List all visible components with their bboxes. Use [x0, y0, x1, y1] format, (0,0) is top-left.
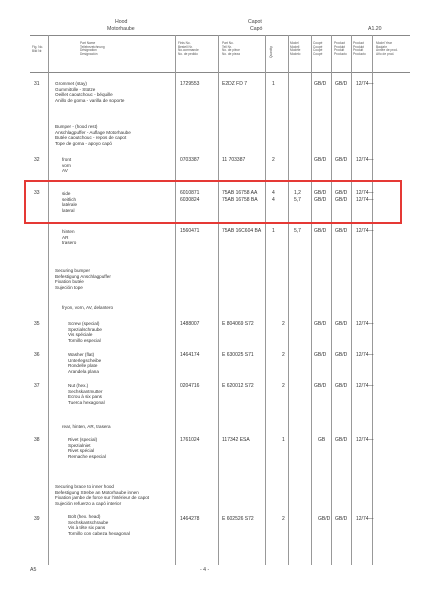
- coupe-38: GB: [318, 437, 326, 443]
- part-32: front vorn AV: [62, 157, 72, 173]
- col-sep-6: [311, 35, 312, 565]
- coupe-33a: GB/D: [314, 190, 327, 196]
- part-31: Grommet (stay) Gummitülle - Stütze Oeillet caoutchouc - béquille Anillo de goma - varilla de soporte: [55, 81, 125, 103]
- year-34: 12/74—: [356, 228, 374, 234]
- qty-33b: 4: [272, 197, 275, 203]
- front-subheading: fryon, vorn, AV, delantero: [62, 305, 114, 310]
- partno-39: E 602526 S72: [222, 516, 254, 522]
- col-model: Model Modell Modèle Modelo: [290, 41, 301, 57]
- partno-33b: 75AB 16758 BA: [222, 197, 258, 203]
- fig-38: 38: [34, 437, 40, 443]
- partno-33a: 75AB 16758 AA: [222, 190, 258, 196]
- prod-35: GB/D: [335, 321, 348, 327]
- partno-37: E 620012 S72: [222, 383, 254, 389]
- year-36: 12/74—: [356, 352, 374, 358]
- finis-36: 1464174: [180, 352, 200, 358]
- part-36: Washer (flat) Unterlegscheibe Rondelle plate Arandela plana: [68, 352, 102, 374]
- col-fig: Fig. No. Bild Nr.: [32, 45, 44, 53]
- year-33a: 12/74—: [356, 190, 374, 196]
- finis-39: 1464278: [180, 516, 200, 522]
- footer-page-number: - 4 -: [200, 567, 210, 573]
- fig-39: 39: [34, 516, 40, 522]
- col-finis: Finis No. Bestell Nr. No.commande No. de pedido: [178, 41, 199, 57]
- col-sep-1: [48, 35, 49, 565]
- col-sep-8: [351, 35, 352, 565]
- col-coupe: Coupé Coupé Coupé Coupé: [313, 41, 323, 57]
- part-33: side seitlich latérale lateral: [62, 191, 78, 213]
- model-34: 5,7: [294, 228, 301, 234]
- col-sep-5: [288, 35, 289, 565]
- fig-37: 37: [34, 383, 40, 389]
- finis-33b: 6030824: [180, 197, 200, 203]
- header-left-de: Motorhaube: [107, 26, 135, 32]
- partno-34: 75AB 16C604 BA: [222, 228, 262, 234]
- securing-heading: Securing bumper Befestigung Anschlagpuffer Fixation butée Sujeción tope: [55, 268, 111, 290]
- col-sep-2: [175, 35, 176, 565]
- model-33b: 5,7: [294, 197, 301, 203]
- partno-32: 11 703387: [222, 157, 246, 163]
- header-left-en: Hood: [115, 19, 128, 25]
- partno-38: 117342 ESA: [222, 437, 250, 443]
- header-rule-top: [30, 35, 410, 36]
- col-prod2: Product Produkt Produit Producto: [353, 41, 366, 57]
- brace-heading: Securing brace to inner hood Befestigung Strebe an Motorhaube innen Fixation jambe de force sur l'intérieur de capot Sujeción refuerzo a capó interior: [55, 484, 150, 506]
- part-35: Screw (special) Spezialschraube Vis spéciale Tornillo especial: [68, 321, 102, 343]
- col-partno: Part No. Teil Nr. No. de pièce No. de pieza: [222, 41, 240, 57]
- bumper-heading: Bumper - (hood rest) Anschlagpuffer - Auflage Motorhaube Butée caoutchouc - repos de capot Tope de goma - apoyo capó: [55, 124, 131, 146]
- fig-33: 33: [34, 190, 40, 196]
- header-code: A1.20: [368, 26, 382, 32]
- prod-31: GB/D: [335, 81, 348, 87]
- coupe-39: GB/D: [318, 516, 331, 522]
- col-qty: Quantity: [269, 46, 273, 58]
- year-35: 12/74—: [356, 321, 374, 327]
- coupe-33b: GB/D: [314, 197, 327, 203]
- coupe-31: GB/D: [314, 81, 327, 87]
- part-38: Rivet (special) Spezialniet Rivet spécial Remache especial: [68, 437, 106, 459]
- header-right-fr: Capot: [248, 19, 262, 25]
- prod-36: GB/D: [335, 352, 348, 358]
- year-32: 12/74—: [356, 157, 374, 163]
- qty-38: 1: [282, 437, 285, 443]
- header-rule-bottom: [30, 72, 410, 73]
- qty-35: 2: [282, 321, 285, 327]
- fig-35: 35: [34, 321, 40, 327]
- highlight-box: [24, 180, 402, 224]
- part-37: Nut (hex.) Sechskantmutter Ecrou à six pans Tuerca hexagonal: [68, 383, 105, 405]
- qty-33a: 4: [272, 190, 275, 196]
- qty-31: 1: [272, 81, 275, 87]
- coupe-34: GB/D: [314, 228, 327, 234]
- coupe-37: GB/D: [314, 383, 327, 389]
- year-38: 12/74—: [356, 437, 374, 443]
- year-39: 12/74—: [356, 516, 374, 522]
- finis-33a: 6010871: [180, 190, 200, 196]
- col-sep-4: [265, 35, 266, 565]
- coupe-36: GB/D: [314, 352, 327, 358]
- coupe-32: GB/D: [314, 157, 327, 163]
- partno-31: E2DZ FD 7: [222, 81, 248, 87]
- finis-38: 1761024: [180, 437, 200, 443]
- fig-36: 36: [34, 352, 40, 358]
- col-sep-7: [331, 35, 332, 565]
- prod-39: GB/D: [335, 516, 348, 522]
- prod-33a: GB/D: [335, 190, 348, 196]
- col-year: Model Year Baujahr Année de prod. Año de prod.: [376, 41, 398, 57]
- footer-left: A5: [30, 567, 37, 573]
- finis-35: 1488007: [180, 321, 200, 327]
- qty-36: 2: [282, 352, 285, 358]
- qty-32: 2: [272, 157, 275, 163]
- partno-35: E 804069 S72: [222, 321, 254, 327]
- prod-38: GB/D: [335, 437, 348, 443]
- fig-31: 31: [34, 81, 40, 87]
- col-sep-9: [372, 35, 373, 565]
- year-33b: 12/74—: [356, 197, 374, 203]
- col-prod1: Product Produkt Produit Producto: [334, 41, 347, 57]
- finis-31: 1729553: [180, 81, 200, 87]
- year-31: 12/74—: [356, 81, 374, 87]
- finis-32: 0703387: [180, 157, 200, 163]
- finis-37: 0204716: [180, 383, 200, 389]
- year-37: 12/74—: [356, 383, 374, 389]
- qty-34: 1: [272, 228, 275, 234]
- prod-33b: GB/D: [335, 197, 348, 203]
- model-33a: 1,2: [294, 190, 301, 196]
- part-34: hinten AR trasero: [62, 229, 77, 245]
- prod-32: GB/D: [335, 157, 348, 163]
- part-39: Bolt (hex. head) Sechskantschraube Vis à tête six pans Tornillo con cabeza hexagonal: [68, 514, 130, 536]
- rear-subheading: rear, hinten, AR, trasera: [62, 424, 111, 429]
- col-part: Part Name Teilebezeichnung Désignation Designación: [80, 41, 105, 57]
- header-right-es: Capó: [250, 26, 263, 32]
- qty-37: 2: [282, 383, 285, 389]
- prod-37: GB/D: [335, 383, 348, 389]
- coupe-35: GB/D: [314, 321, 327, 327]
- prod-34: GB/D: [335, 228, 348, 234]
- finis-34: 1560471: [180, 228, 200, 234]
- col-sep-3: [218, 35, 219, 565]
- partno-36: E 630025 S71: [222, 352, 254, 358]
- fig-32: 32: [34, 157, 40, 163]
- qty-39: 2: [282, 516, 285, 522]
